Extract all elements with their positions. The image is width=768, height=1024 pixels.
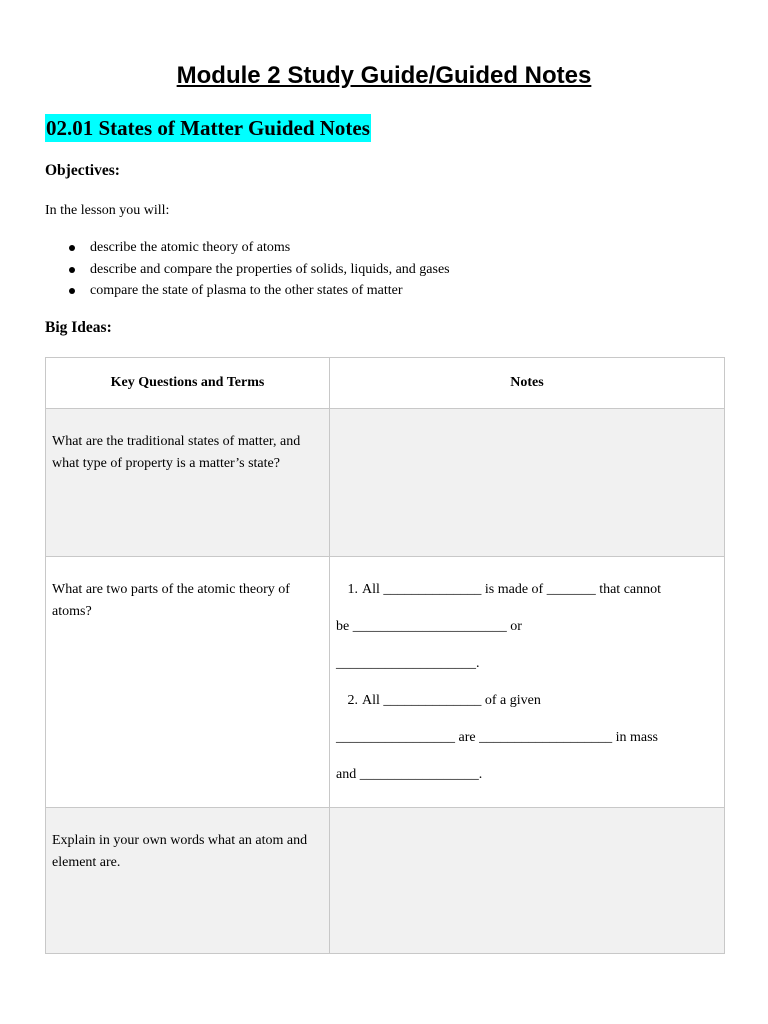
question-cell [46,557,330,808]
objectives-list [45,237,450,302]
fill-in-text: be ______________________ or [336,619,522,634]
fill-in-text: All ______________ of a given [362,693,541,708]
fill-in-text: and _________________. [336,767,483,782]
list-number: 2. [347,693,358,708]
section-heading: 02.01 States of Matter Guided Notes [46,116,370,140]
question-text: What are the traditional states of matter, and what type of property is a matter’s state? [52,434,301,471]
notes-table [45,357,725,954]
objective-item: compare the state of plasma to the other states of matter [45,280,450,302]
objective-item: describe and compare the properties of solids, liquids, and gases [45,259,450,281]
fill-in-line [336,653,718,690]
notes-cell[interactable] [330,808,725,954]
fill-in-line [347,690,718,727]
question-cell [46,808,330,954]
fill-in-text: All ______________ is made of _______ that cannot [362,582,662,597]
objective-item: describe the atomic theory of atoms [45,237,450,259]
table-header-row [46,358,725,409]
notes-cell[interactable] [330,557,725,808]
question-cell [46,409,330,557]
fill-in-line [336,727,718,764]
fill-in-notes [330,557,724,794]
question-text: Explain in your own words what an atom and element are. [52,833,308,870]
fill-in-text: ____________________. [336,656,480,671]
question-text: What are two parts of the atomic theory of atoms? [52,582,290,619]
fill-in-line [336,764,718,794]
column-header-questions: Key Questions and Terms [46,358,330,409]
column-header-notes: Notes [330,358,725,409]
document-title: Module 2 Study Guide/Guided Notes [176,62,592,89]
fill-in-line [336,616,718,653]
table-row [46,808,725,954]
list-number: 1. [347,582,358,597]
notes-cell[interactable] [330,409,725,557]
table-row [46,409,725,557]
intro-text: In the lesson you will: [45,203,170,218]
table-row [46,557,725,808]
objectives-heading: Objectives: [45,162,120,179]
big-ideas-heading: Big Ideas: [45,319,112,336]
fill-in-text: _________________ are ___________________ in mass [336,730,658,745]
fill-in-line [347,579,718,616]
